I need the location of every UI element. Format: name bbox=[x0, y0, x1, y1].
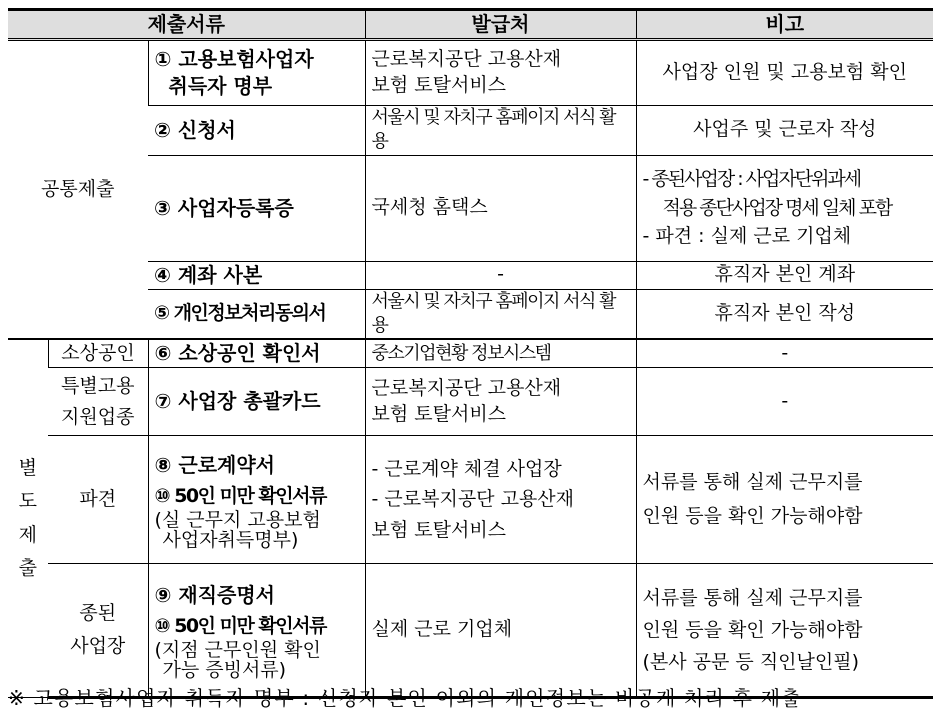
note-cell bbox=[636, 155, 933, 261]
issuer-text: 보험 토탈서비스 bbox=[371, 402, 507, 425]
note-line: - 파견 : 실제 근로 기업체 bbox=[642, 225, 852, 248]
note-line: 적용 종단사업장 명세 일체 포함 bbox=[662, 196, 892, 219]
document-table bbox=[8, 8, 933, 699]
doc-name: ③ 사업자등록증 bbox=[148, 155, 365, 261]
section-char: 도 bbox=[18, 490, 37, 513]
table-row bbox=[8, 40, 933, 106]
business-type-line: 특별고용 bbox=[61, 375, 135, 398]
business-type: 파견 bbox=[48, 436, 148, 564]
business-type-line: 사업장 bbox=[70, 635, 126, 658]
table-row bbox=[8, 564, 933, 698]
header-documents: 제출서류 bbox=[8, 10, 365, 40]
note-cell bbox=[636, 436, 933, 564]
doc-name: ④ 계좌 사본 bbox=[148, 261, 365, 289]
note-cell: - bbox=[636, 339, 933, 368]
table-row bbox=[8, 339, 933, 368]
note-cell: 사업주 및 근로자 작성 bbox=[636, 106, 933, 156]
section-separate bbox=[8, 339, 48, 698]
section-char: 출 bbox=[18, 556, 37, 579]
doc-note: (지점 근무인원 확인 bbox=[154, 639, 321, 662]
note-cell bbox=[636, 564, 933, 698]
doc-note: (실 근무지 고용보험 bbox=[154, 508, 321, 531]
doc-note: 사업자취득명부) bbox=[162, 528, 299, 551]
issuer-cell bbox=[365, 368, 636, 436]
issuer-cell bbox=[365, 436, 636, 564]
section-common: 공통제출 bbox=[8, 40, 148, 340]
note-cell: 휴직자 본인 계좌 bbox=[636, 261, 933, 289]
section-char: 별 bbox=[18, 457, 37, 480]
header-remarks: 비고 bbox=[636, 10, 933, 40]
note-line: 서류를 통해 실제 근무지를 bbox=[642, 471, 863, 494]
note-line: 인원 등을 확인 가능해야함 bbox=[642, 619, 863, 642]
note-cell: - bbox=[636, 368, 933, 436]
issuer-text: 보험 토탈서비스 bbox=[371, 74, 507, 96]
business-type-line: 지원업종 bbox=[61, 405, 135, 428]
table-row bbox=[8, 368, 933, 436]
issuer-text: 실제 근로 기업체 bbox=[365, 564, 636, 698]
table-row bbox=[8, 436, 933, 564]
issuer-text: 보험 토탈서비스 bbox=[371, 518, 507, 541]
doc-name: ② 신청서 bbox=[148, 106, 365, 156]
issuer-text: 서울시 및 자치구 홈페이지 서식 활용 bbox=[365, 106, 636, 156]
business-type: 소상공인 bbox=[48, 339, 148, 368]
issuer-text: 근로복지공단 고용산재 bbox=[371, 48, 562, 71]
doc-name: ⑤ 개인정보처리동의서 bbox=[148, 289, 365, 339]
doc-name: ⑩ 50인 미만 확인서류 bbox=[154, 615, 326, 638]
section-char: 제 bbox=[18, 523, 37, 546]
note-line: (본사 공문 등 직인날인필) bbox=[642, 651, 859, 674]
issuer-text: 서울시 및 자치구 홈페이지 서식 활용 bbox=[365, 289, 636, 339]
doc-cell bbox=[148, 40, 365, 106]
doc-name: ① 고용보험사업자 bbox=[154, 47, 314, 71]
issuer-text: 중소기업현황 정보시스템 bbox=[365, 339, 636, 368]
doc-name: ⑧ 근로계약서 bbox=[154, 452, 275, 477]
issuer-text: 근로복지공단 고용산재 bbox=[371, 377, 562, 400]
note-line: 서류를 통해 실제 근무지를 bbox=[642, 586, 863, 609]
header-issuer: 발급처 bbox=[365, 10, 636, 40]
note-cell: 사업장 인원 및 고용보험 확인 bbox=[636, 40, 933, 106]
doc-name: ⑨ 재직증명서 bbox=[154, 583, 275, 608]
issuer-text: - 근로계약 체결 사업장 bbox=[371, 458, 562, 481]
header-row bbox=[8, 10, 933, 40]
issuer-text: - 근로복지공단 고용산재 bbox=[371, 488, 574, 511]
business-type-line: 종된 bbox=[79, 601, 117, 624]
business-type bbox=[48, 368, 148, 436]
note-line: - 종된사업장 : 사업자단위과세 bbox=[642, 168, 861, 191]
doc-cell bbox=[148, 564, 365, 698]
doc-name: ⑦ 사업장 총괄카드 bbox=[148, 368, 365, 436]
doc-name: ⑥ 소상공인 확인서 bbox=[148, 339, 365, 368]
doc-name: ⑩ 50인 미만 확인서류 bbox=[154, 484, 326, 507]
issuer-cell bbox=[365, 40, 636, 106]
doc-cell bbox=[148, 436, 365, 564]
footnote: ※ 고용보험사업자 취득자 명부 : 신청자 본인 이외의 개인정보는 비공개 처리 후 제출 bbox=[8, 686, 802, 710]
note-cell: 휴직자 본인 작성 bbox=[636, 289, 933, 339]
issuer-text: - bbox=[365, 261, 636, 289]
issuer-text: 국세청 홈택스 bbox=[365, 155, 636, 261]
doc-note: 가능 증빙서류) bbox=[162, 659, 287, 682]
note-line: 인원 등을 확인 가능해야함 bbox=[642, 504, 863, 527]
doc-name: 취득자 명부 bbox=[168, 74, 273, 98]
business-type bbox=[48, 564, 148, 698]
